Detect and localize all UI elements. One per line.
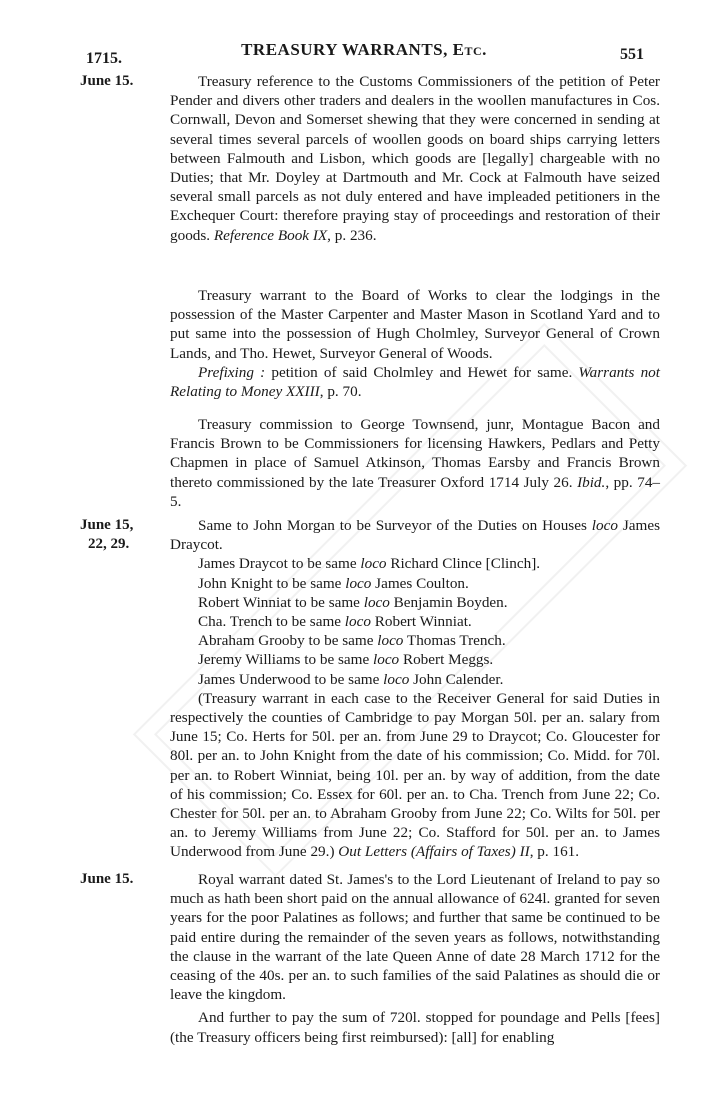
source-reference: Warrants not Relating to Money XXIII [170, 363, 660, 401]
appointment-list [170, 554, 660, 688]
entry-palatines [170, 870, 660, 1047]
entry-text: Treasury reference to the Customs Commissioners of the petition of Peter Pender and divers other traders and dealers in the woollen manufactures in Cos. Cornwall, Devon and Somerset shewing that they were concerned in sending at several times several parcels of woollen goods on board ships carrying letters between Falmouth and Lisbon, which goods are [legally] chargeable with no Duties; that Mr. Doyley at Dartmouth and Mr. Cock at Falmouth have seized several small parcels as not duly entered and have impleaded petitioners in the Exchequer Court: therefore praying stay of proceedings and restoration of their goods. Reference Book IX, p. 236. [170, 73, 660, 244]
appointment-line: Abraham Grooby to be same loco Thomas Trench. [198, 632, 506, 650]
entry-date: June 15. [80, 871, 134, 887]
running-head [0, 40, 728, 60]
entry-text: Royal warrant dated St. James's to the Lord Lieutenant of Ireland to pay so much as hath been short paid on the annual allowance of 624l. granted for seven years for the poor Palatines as follows; and further that same be continued to be paid entire during the remainder of the seven years as follows, notwithstanding the clause in the warrant of the late Queen Anne of date 28 March 1712 for the ceasing of the 40s. per an. to such families of the said Palatines as should die or leave the kingdom. [170, 871, 660, 1004]
entry-house-duties [170, 516, 660, 862]
entry-text: Treasury commission to George Townsend, junr, Montague Bacon and Francis Brown to be Commissioners for licensing Hawkers, Pedlars and Petty Chapmen in place of Samuel Atkinson, Thomas Earsby and Francis Brown thereto commissioned by the late Treasurer Oxford 1714 July 26. Ibid., pp. 74–5. [170, 416, 661, 510]
entry-hawkers-commission [170, 415, 660, 511]
entry-date: June 15. [80, 73, 134, 89]
running-head-title: TREASURY WARRANTS, [241, 40, 448, 59]
entry-board-of-works [170, 286, 660, 401]
entry-customs-reference [170, 72, 660, 245]
entry-text: Treasury warrant to the Board of Works to clear the lodgings in the possession of the Master Carpenter and Master Mason in Scotland Yard and to put same into the possession of Hugh Cholmley, Surveyor General of Crown Lands, and Tho. Hewet, Surveyor General of Woods. [170, 287, 660, 362]
appointment-line: Robert Winniat to be same loco Benjamin Boyden. [198, 593, 508, 611]
margin-year: 1715. [86, 50, 122, 67]
running-head-etc: Etc. [452, 40, 487, 59]
appointment-line: James Draycot to be same loco Richard Clince [Clinch]. [198, 555, 541, 573]
entry-text: And further to pay the sum of 720l. stopped for poundage and Pells [fees] (the Treasury officers being first reimbursed): [all] for enabling [170, 1009, 660, 1046]
source-reference: Ibid. [577, 473, 606, 491]
appointment-line: Jeremy Williams to be same loco Robert Meggs. [198, 651, 494, 669]
appointment-line: James Underwood to be same loco John Calender. [198, 670, 504, 688]
entry-text: (Treasury warrant in each case to the Receiver General for said Duties in respectively the counties of Cambridge to pay Morgan 50l. per an. salary from June 15; Co. Herts for 50l. per an. from June 29 to Draycot; Co. Gloucester for 80l. per an. to John Knight from the date of his commission; Co. Midd. for 70l. per an. to Robert Winniat, being 10l. per an. by way of addition, from the date of his commission; Co. Essex for 60l. per an. to Cha. Trench from June 22; Co. Chester for 50l. per an. to Abraham Grooby from June 22; Co. Wilts for 50l. per an. to Jeremy Williams from June 22; Co. Stafford for 50l. per an. to James Underwood from June 29.) Out Letters (Affairs of Taxes) II, p. 161. [170, 689, 660, 861]
entry-date: June 15, 22, 29. [80, 517, 134, 552]
prefixing-note: Prefixing : petition of said Cholmley and Hewet for same. Warrants not Relating to Money XXIII, p. 70. [170, 363, 660, 401]
entry-text: Same to John Morgan to be Surveyor of the Duties on Houses loco James Draycot. [170, 517, 660, 554]
appointment-line: Cha. Trench to be same loco Robert Winniat. [198, 613, 472, 631]
appointment-line: John Knight to be same loco James Coulton. [198, 574, 469, 592]
page-number: 551 [620, 46, 644, 63]
source-reference: Reference Book IX [213, 226, 328, 244]
source-reference: Out Letters (Affairs of Taxes) II [338, 843, 530, 861]
